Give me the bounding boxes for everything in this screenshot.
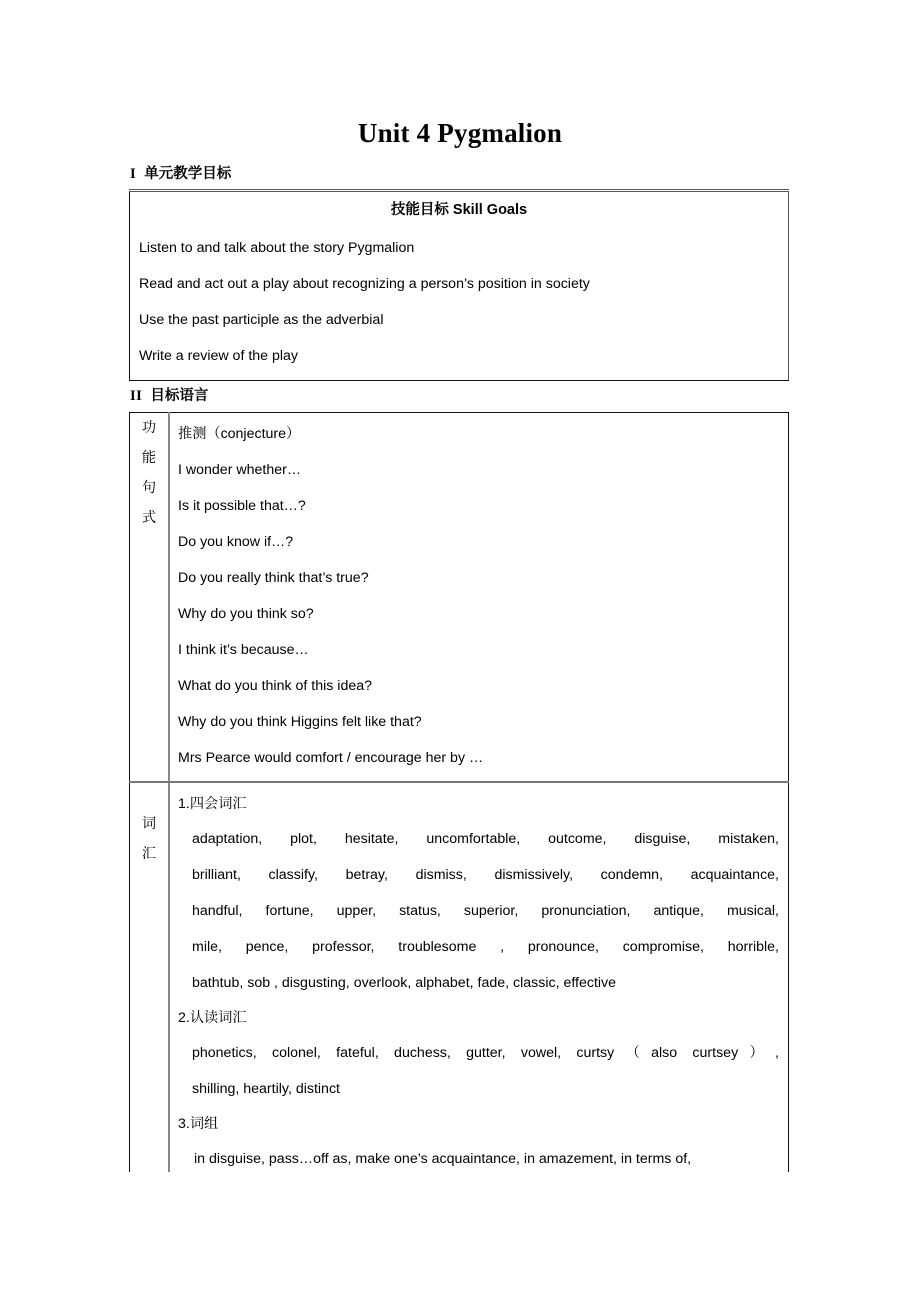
- list-item: Do you know if…?: [178, 534, 294, 550]
- list-item: I think it’s because…: [178, 642, 309, 658]
- skill-goals-table: [129, 189, 789, 381]
- table-row-functional: [130, 413, 789, 783]
- list-item: What do you think of this idea?: [178, 678, 373, 694]
- label-char: 能: [141, 450, 157, 466]
- page-title: Unit 4 Pygmalion: [357, 118, 563, 148]
- functional-label-cell: [130, 413, 170, 783]
- list-item: I wonder whether…: [178, 462, 302, 478]
- label-char: 词: [141, 816, 157, 832]
- list-item: Write a review of the play: [139, 348, 299, 364]
- vocabulary-cell: [169, 782, 789, 1184]
- list-item: Read and act out a play about recognizing a person’s position in society: [139, 276, 590, 292]
- document-content: [129, 0, 791, 1184]
- vocabulary-line: bathtub, sob , disgusting, overlook, alphabet, fade, classic, effective: [192, 975, 617, 991]
- vocabulary-label: [130, 783, 168, 869]
- list-item: 推测（conjecture）: [178, 426, 301, 442]
- vocabulary-label-cell: [130, 782, 170, 1184]
- vocabulary-line: brilliant, classify, betray, dismiss, dismissively, condemn, acquaintance,: [192, 867, 779, 883]
- label-char: 式: [141, 510, 157, 526]
- section-heading-unit-goals: [129, 150, 791, 189]
- list-item: Why do you think Higgins felt like that?: [178, 714, 422, 730]
- list-item: Do you really think that’s true?: [178, 570, 369, 586]
- list-item: Mrs Pearce would comfort / encourage her by …: [178, 750, 484, 766]
- table-row: [130, 230, 789, 381]
- section-heading-text: 目标语言: [150, 388, 209, 404]
- section-numeral: II: [130, 388, 143, 404]
- skill-goals-header: 技能目标 Skill Goals: [390, 202, 528, 218]
- functional-sentences-cell: [169, 413, 789, 783]
- list-item: Listen to and talk about the story Pygmalion: [139, 240, 415, 256]
- vocabulary-line: adaptation, plot, hesitate, uncomfortable, outcome, disguise, mistaken,: [192, 831, 779, 847]
- table-row-vocabulary: [130, 782, 789, 1184]
- vocabulary-group-heading: 2.认读词汇: [178, 1010, 247, 1026]
- section-heading-text: 单元教学目标: [144, 166, 232, 182]
- label-char: 句: [141, 480, 157, 496]
- section-heading-target-language: [129, 381, 791, 412]
- vocabulary-line: shilling, heartily, distinct: [192, 1081, 340, 1097]
- vocabulary-line: phonetics, colonel, fateful, duchess, gutter, vowel, curtsy（also curtsey）,: [192, 1045, 779, 1061]
- skill-goals-list: [130, 230, 789, 381]
- table-row: [130, 191, 789, 231]
- vocabulary-line: in disguise, pass…off as, make one’s acquaintance, in amazement, in terms of,: [194, 1151, 692, 1167]
- vocabulary-group-heading: 3.词组: [178, 1116, 219, 1132]
- section-numeral: I: [130, 166, 137, 182]
- vocabulary-line: handful, fortune, upper, status, superior, pronunciation, antique, musical,: [192, 903, 779, 919]
- list-item: Is it possible that…?: [178, 498, 306, 514]
- page-bottom-clip: [0, 1172, 920, 1302]
- vocabulary-group-heading: 1.四会词汇: [178, 796, 247, 812]
- target-language-table: [129, 412, 789, 1184]
- functional-label: [130, 413, 168, 533]
- vocabulary-line: mile, pence, professor, troublesome , pronounce, compromise, horrible,: [192, 939, 779, 955]
- label-char: 汇: [141, 846, 157, 862]
- list-item: Use the past participle as the adverbial: [139, 312, 384, 328]
- list-item: Why do you think so?: [178, 606, 314, 622]
- label-char: 功: [141, 420, 157, 436]
